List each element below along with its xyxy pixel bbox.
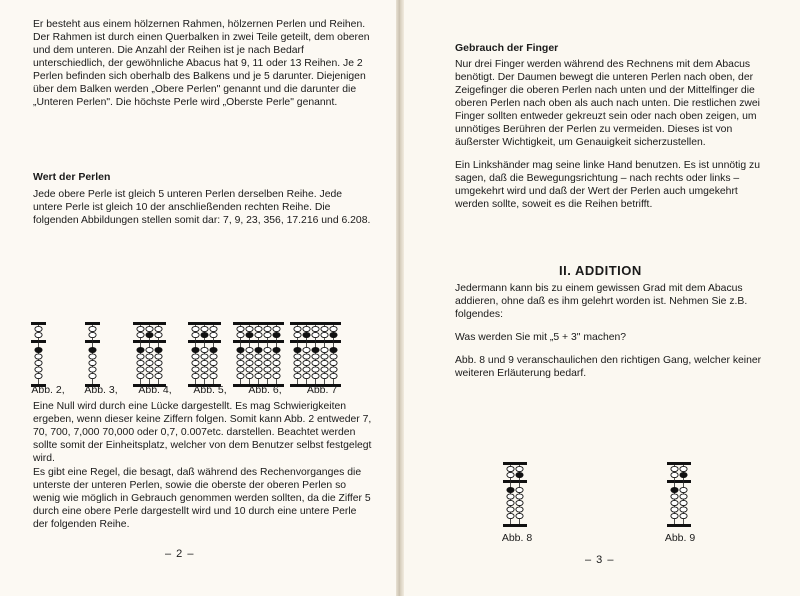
caption-abb-9: Abb. 9 — [664, 532, 696, 544]
caption-abb-8: Abb. 8 — [501, 532, 533, 544]
page-number-right: – 3 – — [585, 554, 615, 566]
abacus-abb-8 — [503, 462, 527, 527]
question-text: Was werden Sie mit „5 + 3" machen? — [455, 332, 627, 343]
intro-paragraph — [33, 18, 373, 119]
rule-text: Es gibt eine Regel, die besagt, daß während des Rechenvorganges die unterste der unteren Perlen, sowie die oberste der oberen Perlen so wenig wie möglich in Gebrauch genommen werden sollten, da die Ziffer 5 durch eine obere Perle dargestellt wird und 10 durch eine untere Perle der folgenden Reihe. — [33, 467, 371, 530]
page-number-left: – 2 – — [165, 548, 195, 560]
section-title-finger: Gebrauch der Finger — [455, 42, 559, 54]
caption-abb-3: Abb. 3, — [84, 384, 118, 396]
abacus-abb-7 — [290, 322, 341, 387]
zero-text: Eine Null wird durch eine Lücke dargestellt. Es mag Schwierigkeiten ergeben, wenn dieser keine Ziffern folgen. Somit kann Abb. 2 entweder 7, 70, 700, 7,000 70,000 oder 0,7, 0.007etc. darstellen. Beachtet werden sollte somit der Einheitsplatz, welcher von dem Benutzer selbst festgelegt wird. — [33, 401, 372, 464]
abacus-abb-5 — [188, 322, 221, 387]
section-title-wert: Wert der Perlen — [33, 171, 111, 183]
abacus-abb-2 — [31, 322, 46, 387]
rule-paragraph — [33, 466, 373, 541]
chapter-title-addition: II. ADDITION — [559, 263, 642, 278]
abacus-abb-6 — [233, 322, 284, 387]
caption-abb-6: Abb. 6, — [248, 384, 282, 396]
caption-abb-7: Abb. 7 — [306, 384, 338, 396]
addition-paragraph — [455, 282, 771, 390]
caption-abb-4: Abb. 4, — [138, 384, 172, 396]
abacus-abb-3 — [85, 322, 100, 387]
fingers-text: Nur drei Finger werden während des Rechnens mit dem Abacus benötigt. Der Daumen bewegt die unteren Perlen nach oben, der Zeigefinger die oberen Perlen nach unten und der Mittelfinger die oberen Perlen nach oben als auch nach unten. Die restlichen zwei Finger sollten entweder gekreuzt sein oder nach oben zeigen, um unnötiges Berühren der Perlen zu vermeiden. Dieses ist von äußerster Wichtigkeit, um Genauigkeit sicherzustellen. — [455, 59, 760, 148]
caption-abb-2: Abb. 2, — [31, 384, 65, 396]
left-hand-text: Ein Linkshänder mag seine linke Hand benutzen. Es ist unnötig zu sagen, daß die Bewegungsrichtung – nach rechts oder links – umgekehrt wird und daß der Wert der Perlen auch umgekehrt werden sollte, soweit es die Reihen betrifft. — [455, 160, 760, 210]
book-gutter — [396, 0, 404, 596]
abacus-abb-4 — [133, 322, 166, 387]
wert-text: Jede obere Perle ist gleich 5 unteren Perlen derselben Reihe. Jede untere Perle ist gleich 10 der anschließenden rechten Reihe. Die folgenden Abbildungen stellen somit dar: 7, 9, 23, 356, 17.216 und 6.208. — [33, 189, 371, 226]
wert-paragraph — [33, 188, 373, 237]
addition-text: Jedermann kann bis zu einem gewissen Grad mit dem Abacus addieren, ohne daß es ihm gelehrt worden ist. Nehmen Sie z.B. folgendes: — [455, 283, 748, 320]
abacus-abb-9 — [667, 462, 691, 527]
abacus-figures-right — [495, 460, 715, 530]
abacus-figures-left — [25, 320, 385, 390]
fingers-paragraph — [455, 58, 771, 221]
zero-paragraph — [33, 400, 373, 475]
figures-text: Abb. 8 und 9 veranschaulichen den richtigen Gang, welcher keiner weiteren Erläuterung bedarf. — [455, 355, 762, 379]
caption-abb-5: Abb. 5, — [193, 384, 227, 396]
intro-text: Er besteht aus einem hölzernen Rahmen, hölzernen Perlen und Reihen. Der Rahmen ist durch einen Querbalken in zwei Teile geteilt, dem oberen und dem unteren. Die Anzahl der Reihen ist je nach Bedarf unterschiedlich, der gewöhnliche Abacus hat 9, 11 oder 13 Reihen. Je 2 Perlen befinden sich oberhalb des Balkens und je 5 darunter. Diejenigen über dem Balken werden „Obere Perlen" genannt und die darunter die „Unteren Perlen". Die höchste Perle wird „Oberste Perle" genannt. — [33, 19, 370, 108]
